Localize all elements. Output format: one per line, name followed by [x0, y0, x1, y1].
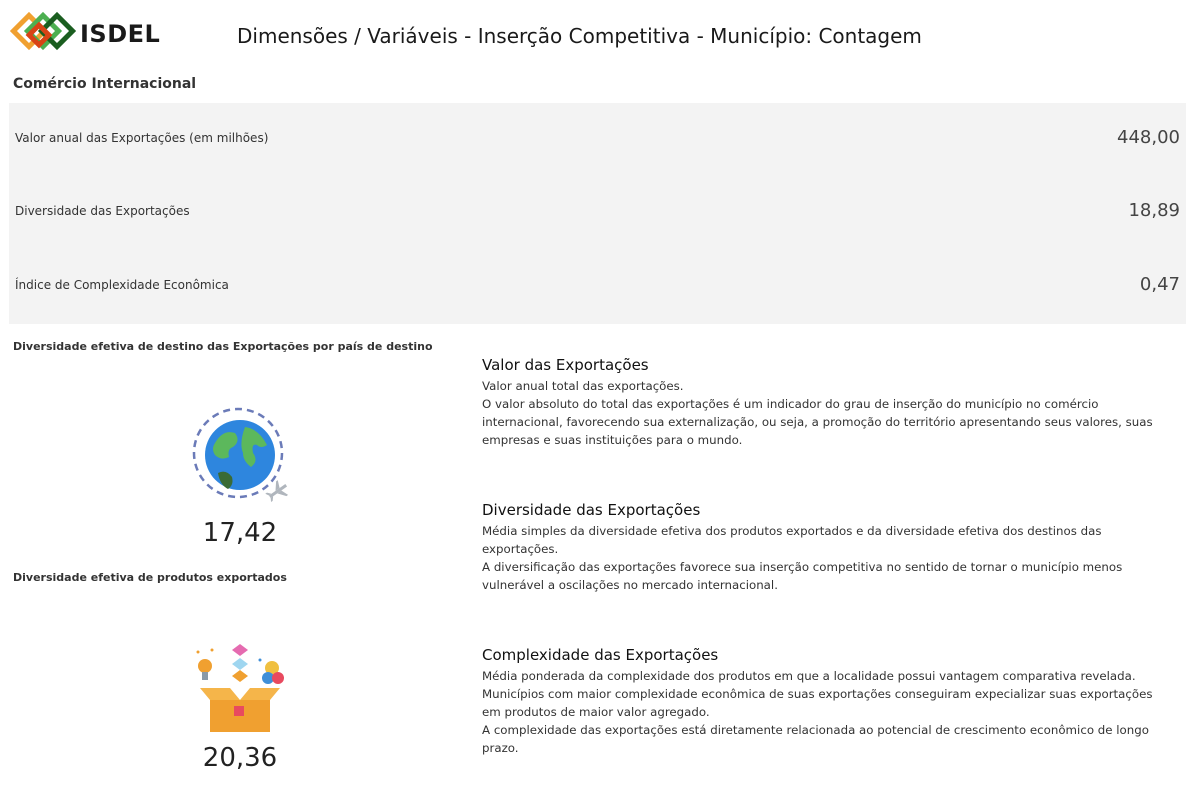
metric-value: 448,00 [1117, 127, 1180, 148]
info-line: A complexidade das exportações está diretamente relacionada ao potencial de crescimento econômico de longo [482, 723, 1149, 737]
metric-label: Valor anual das Exportações (em milhões) [15, 131, 269, 145]
metric-value: 0,47 [1139, 274, 1180, 295]
info-block-export-value [482, 356, 1182, 449]
info-block-export-diversity [482, 501, 1182, 594]
products-title: Diversidade efetiva de produtos exportados [13, 571, 287, 584]
section-title: Comércio Internacional [13, 76, 197, 92]
info-heading: Diversidade das Exportações [482, 501, 701, 519]
logo-text: ISDEL [80, 20, 161, 48]
metric-row-export-value [9, 121, 1186, 161]
isdel-logo [10, 10, 170, 58]
destinations-value: 17,42 [202, 518, 278, 548]
metric-label: Índice de Complexidade Econômica [15, 278, 229, 292]
metrics-panel [9, 103, 1186, 324]
globe-plane-icon [190, 405, 290, 505]
info-line: Média simples da diversidade efetiva dos produtos exportados e da diversidade efetiva dos destinos das [482, 524, 1102, 538]
info-block-export-complexity [482, 646, 1182, 757]
info-line: exportações. [482, 542, 559, 556]
info-line: Média ponderada da complexidade dos produtos em que a localidade possui vantagem comparativa revelada. [482, 669, 1136, 683]
metric-row-complexity-index [9, 268, 1186, 308]
info-line: A diversificação das exportações favorece sua inserção competitiva no sentido de tornar o município menos [482, 560, 1123, 574]
logo-mark-icon [10, 10, 76, 58]
info-heading: Valor das Exportações [482, 356, 649, 374]
metric-row-export-diversity [9, 194, 1186, 234]
info-line: internacional, favorecendo sua externalização, ou seja, a promoção do território apresentando seus valores, suas [482, 415, 1153, 429]
info-line: O valor absoluto do total das exportações é um indicador do grau de inserção do município no comércio [482, 397, 1099, 411]
info-line: em produtos de maior valor agregado. [482, 705, 710, 719]
info-line: prazo. [482, 741, 519, 755]
destinations-title: Diversidade efetiva de destino das Exportações por país de destino [13, 340, 433, 353]
products-value: 20,36 [202, 743, 278, 773]
info-line: Valor anual total das exportações. [482, 379, 684, 393]
metric-value: 18,89 [1128, 200, 1180, 221]
info-line: empresas e suas instituições para o mundo. [482, 433, 743, 447]
product-box-icon [190, 640, 290, 735]
info-line: vulnerável a oscilações no mercado internacional. [482, 578, 778, 592]
info-line: Municípios com maior complexidade econômica de suas exportações conseguiram expecializar suas exportações [482, 687, 1153, 701]
page-title: Dimensões / Variáveis - Inserção Competitiva - Município: Contagem [237, 24, 922, 48]
info-heading: Complexidade das Exportações [482, 646, 719, 664]
metric-label: Diversidade das Exportações [15, 204, 190, 218]
